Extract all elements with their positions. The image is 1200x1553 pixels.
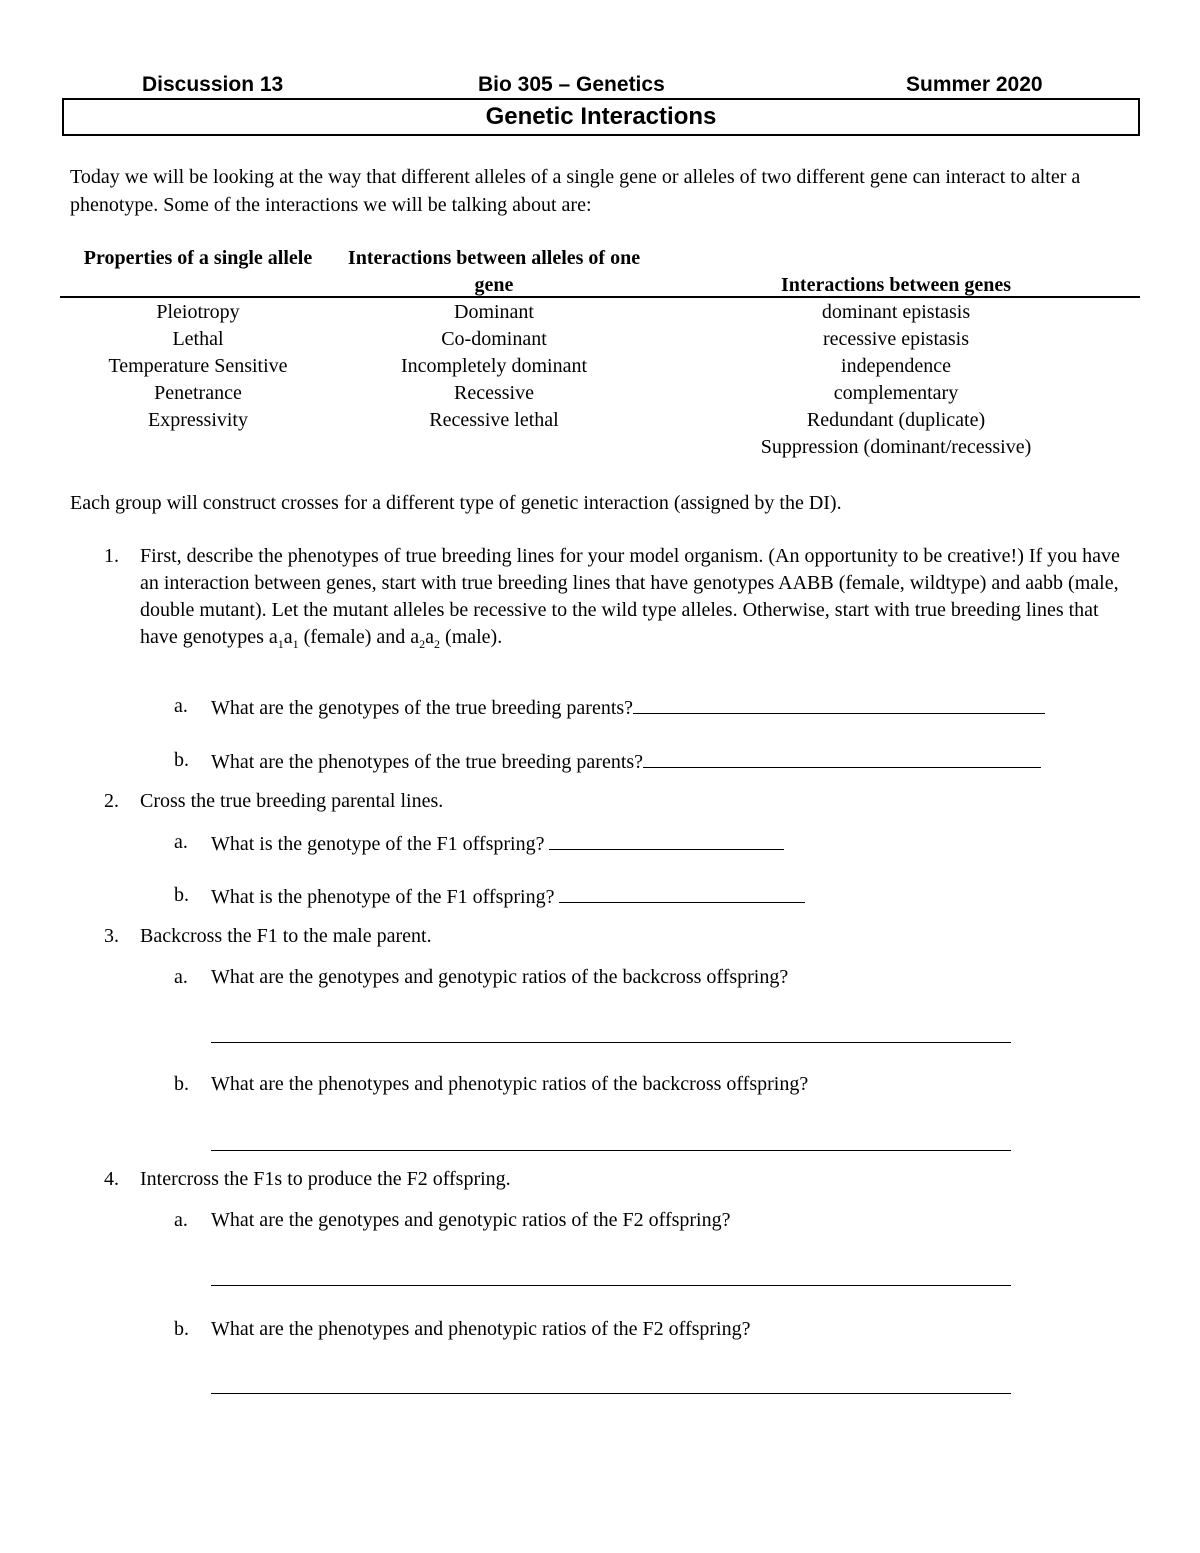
question-4a-text: What are the genotypes and genotypic ratios of the F2 offspring? (211, 1209, 731, 1231)
intro-paragraph: Today we will be looking at the way that different alleles of a single gene or alleles of two different gene can interact to alter a phenotype. Some of the interactions we will be talking about are: (70, 166, 1081, 216)
question-4-number: 4. (104, 1168, 119, 1190)
course-discussion-label: Discussion 13 (142, 73, 284, 96)
table-cell: Suppression (dominant/recessive) (760, 436, 1032, 458)
question-2a-label: a. (174, 831, 188, 853)
table-cell: Pleiotropy (156, 301, 240, 323)
question-1b-label: b. (174, 749, 189, 771)
question-1-text-a: First, describe the phenotypes of true breeding lines for your model organism. (An opportunity to be creative!) If you have an interaction between genes, start with true breeding lines that have genotypes AABB (female, wildtype) and aabb (male, double mutant). Let the mutant alleles be recessive to the wild type alleles. Otherwise, start with true breeding lines that have genotypes (140, 545, 1120, 648)
table-cell: complementary (833, 382, 959, 404)
table-header-between-genes: Interactions between genes (781, 274, 1011, 296)
question-2a-text: What is the genotype of the F1 offspring? (211, 833, 545, 855)
question-2-number: 2. (104, 790, 119, 812)
question-1-number: 1. (104, 545, 119, 567)
title-box (62, 98, 1140, 136)
question-2a (211, 829, 784, 858)
table-column-single-allele (60, 299, 336, 434)
question-3b-text: What are the phenotypes and phenotypic ratios of the backcross offspring? (211, 1073, 809, 1095)
table-cell: Expressivity (148, 409, 248, 431)
table-cell: Co-dominant (441, 328, 547, 350)
question-1-text-c: (male). (440, 626, 503, 648)
answer-blank-1a[interactable] (633, 693, 1045, 714)
table-cell: Dominant (454, 301, 534, 323)
question-4b-label: b. (174, 1318, 189, 1340)
question-1b (211, 747, 1041, 776)
question-4a-label: a. (174, 1209, 188, 1231)
question-3a-label: a. (174, 966, 188, 988)
table-cell: independence (841, 355, 951, 377)
answer-line-3a[interactable] (211, 1042, 1011, 1043)
question-1-text (140, 543, 1130, 651)
question-3b-label: b. (174, 1073, 189, 1095)
answer-line-4a[interactable] (211, 1285, 1011, 1286)
table-header-one-gene: Interactions between alleles of one gene (347, 247, 641, 296)
question-2-text: Cross the true breeding parental lines. (140, 790, 444, 812)
question-4b-text: What are the phenotypes and phenotypic ratios of the F2 offspring? (211, 1318, 751, 1340)
question-3-number: 3. (104, 925, 119, 947)
answer-line-4b[interactable] (211, 1393, 1011, 1394)
question-3a-text: What are the genotypes and genotypic ratios of the backcross offspring? (211, 966, 789, 988)
genotype-a2a2: $a_2a_2$ (410, 626, 441, 651)
page-title: Genetic Interactions (485, 103, 717, 130)
table-header-rule (60, 296, 1140, 298)
table-cell: Recessive lethal (429, 409, 559, 431)
table-header-single-allele: Properties of a single allele (83, 247, 313, 269)
table-column-between-genes (652, 299, 1140, 461)
question-2b-label: b. (174, 884, 189, 906)
table-cell: Incompletely dominant (400, 355, 588, 377)
table-cell: Penetrance (154, 382, 242, 404)
answer-blank-1b[interactable] (643, 747, 1041, 768)
question-1-text-b: (female) and (298, 626, 411, 648)
answer-blank-2a[interactable] (549, 829, 784, 850)
question-1a-text: What are the genotypes of the true breeding parents? (211, 697, 634, 719)
question-1b-text: What are the phenotypes of the true breeding parents? (211, 751, 644, 773)
question-2b-text: What is the phenotype of the F1 offspring? (211, 886, 555, 908)
term-label: Summer 2020 (906, 73, 1043, 96)
table-cell: dominant epistasis (821, 301, 971, 323)
genotype-a1a1: $a_1a_1$ (268, 626, 299, 651)
question-3-text: Backcross the F1 to the male parent. (140, 925, 432, 947)
table-column-one-gene (336, 299, 652, 434)
table-cell: Redundant (duplicate) (806, 409, 986, 431)
answer-line-3b[interactable] (211, 1150, 1011, 1151)
table-cell: Recessive (454, 382, 534, 404)
question-1a-label: a. (174, 695, 188, 717)
question-2b (211, 882, 805, 911)
question-1a (211, 693, 1045, 722)
table-cell: recessive epistasis (822, 328, 970, 350)
group-instructions: Each group will construct crosses for a different type of genetic interaction (assigned by the DI). (70, 492, 842, 514)
question-4-text: Intercross the F1s to produce the F2 offspring. (140, 1168, 511, 1190)
course-name: Bio 305 – Genetics (478, 73, 665, 96)
table-cell: Lethal (172, 328, 224, 350)
answer-blank-2b[interactable] (559, 882, 805, 903)
table-cell: Temperature Sensitive (108, 355, 288, 377)
